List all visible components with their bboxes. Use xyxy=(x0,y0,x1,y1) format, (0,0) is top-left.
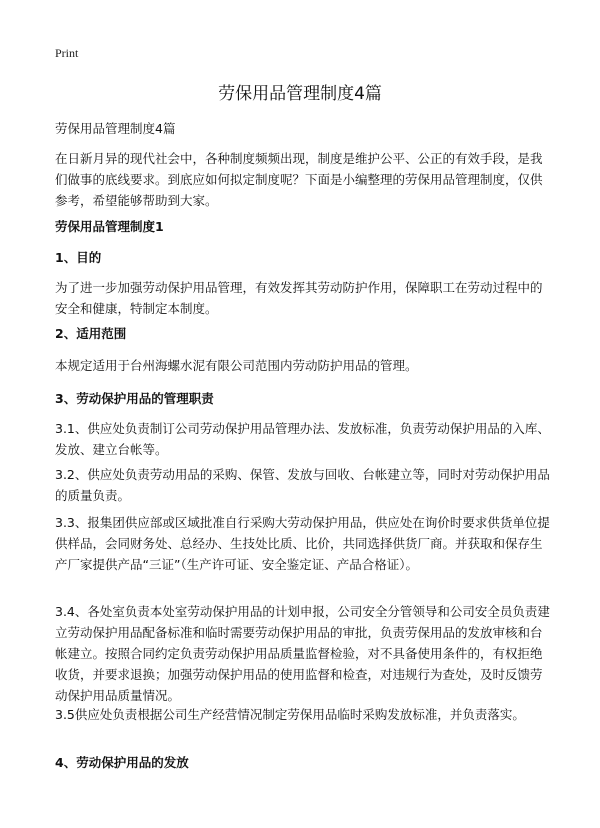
intro-paragraph: 在日新月异的现代社会中，各种制度频频出现，制度是维护公平、公正的有效手段，是我们做事的底线要求。到底应如何拟定制度呢？下面是小编整理的劳保用品管理制度，仅供参考，希望能够帮助到大家。 xyxy=(55,151,543,208)
heading-purpose: 1、目的 xyxy=(55,250,102,265)
paragraph-3-2: 3.2、供应处负责劳动用品的采购、保管、发放与回收、台帐建立等，同时对劳动保护用品的质量负责。 xyxy=(55,467,550,503)
heading-scope: 2、适用范围 xyxy=(55,326,127,341)
paragraph-purpose: 为了进一步加强劳动保护用品管理，有效发挥其劳动防护作用，保障职工在劳动过程中的安全和健康，特制定本制度。 xyxy=(55,280,543,316)
document-title: 劳保用品管理制度4篇 xyxy=(218,84,382,104)
document-subtitle: 劳保用品管理制度4篇 xyxy=(55,121,176,136)
paragraph-3-4: 3.4、各处室负责本处室劳动保护用品的计划申报，公司安全分管领导和公司安全员负责建立劳动保护用品配备标准和临时需要劳动保护用品的审批，负责劳保用品的发放审核和台帐建立。按照合同约定负责劳动保护用品质量监督检验，对不具备使用条件的，有权拒绝收货，并要求退换；加强劳动保护用品的使用监督和检查，对违规行为查处，及时反馈劳动保护用品质量情况。 xyxy=(55,604,550,703)
paragraph-3-5: 3.5供应处负责根据公司生产经营情况制定劳保用品临时采购发放标准，并负责落实。 xyxy=(55,707,525,722)
heading-duties: 3、劳动保护用品的管理职责 xyxy=(55,391,214,406)
section-title: 劳保用品管理制度1 xyxy=(55,219,164,234)
print-link[interactable]: Print xyxy=(55,46,79,60)
paragraph-scope: 本规定适用于台州海螺水泥有限公司范围内劳动防护用品的管理。 xyxy=(55,358,418,373)
paragraph-3-1: 3.1、供应处负责制订公司劳动保护用品管理办法、发放标准，负责劳动保护用品的入库、发放、建立台帐等。 xyxy=(55,421,550,457)
paragraph-3-3: 3.3、报集团供应部或区域批准自行采购大劳动保护用品，供应处在询价时要求供货单位提供样品，会同财务处、总经办、生技处比质、比价，共同选择供货厂商。并获取和保存生产厂家提供产品“三证”（生产许可证、安全鉴定证、产品合格证）。 xyxy=(55,515,550,572)
heading-issue: 4、劳动保护用品的发放 xyxy=(55,755,189,770)
